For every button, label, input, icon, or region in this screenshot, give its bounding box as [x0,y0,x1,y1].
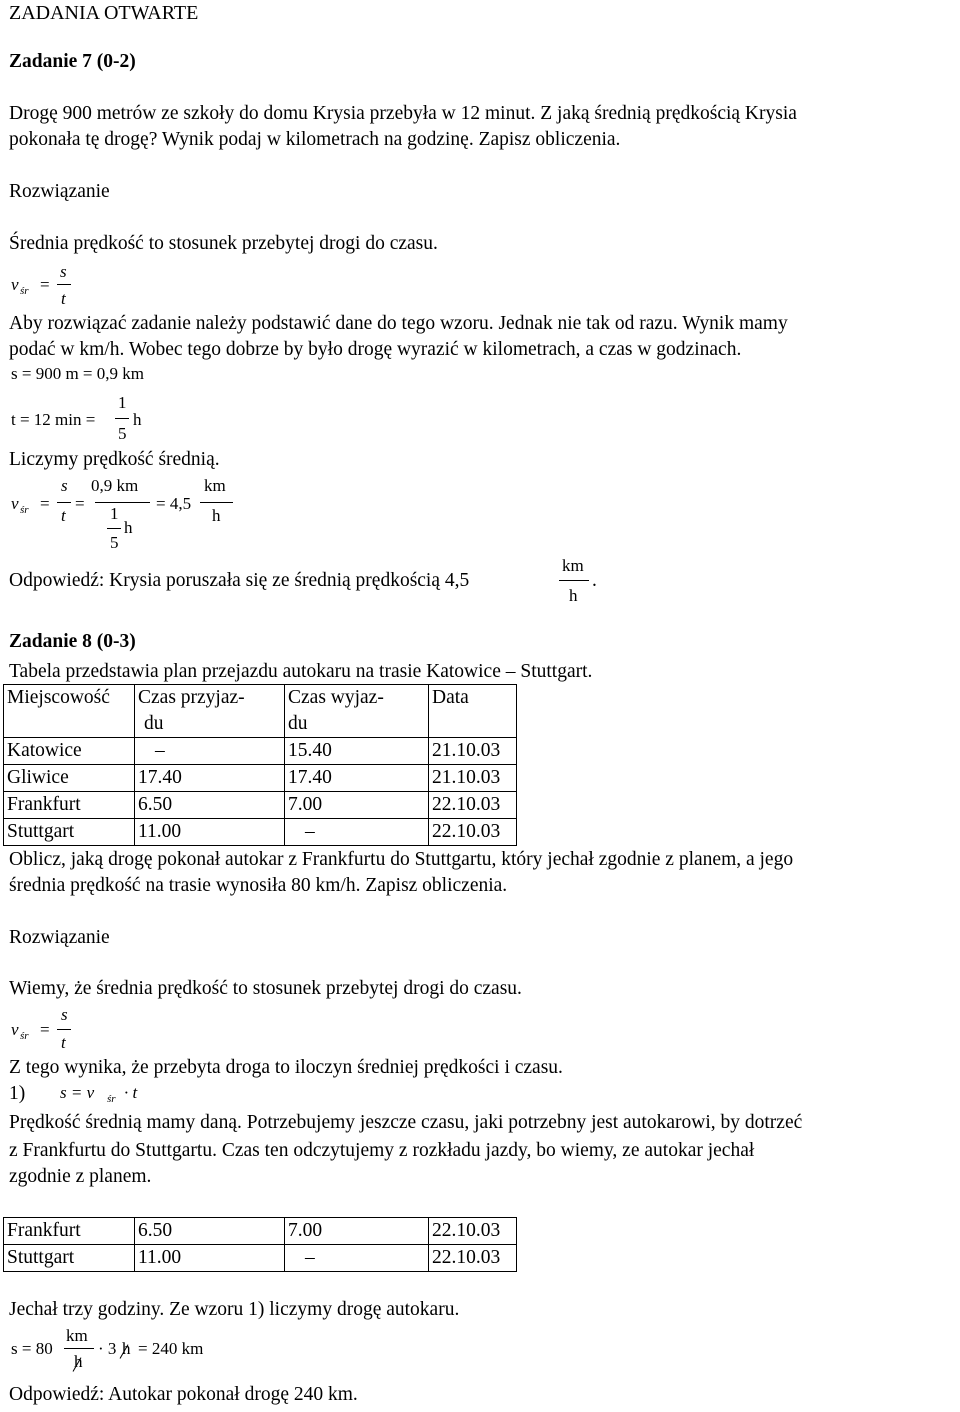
answer-unit-num: km [562,556,584,575]
table-cell: 21.10.03 [429,765,517,792]
table-cell: – [285,819,429,846]
table-row [4,1245,517,1272]
table-header-row [4,685,517,738]
fraction-bar [200,502,233,503]
task8-title: Zadanie 8 (0-3) [9,631,136,652]
task7-line-calc: Liczymy prędkość średnią. [9,449,220,470]
section-title: ZADANIA OTWARTE [9,2,199,24]
formula-v: v [11,494,19,513]
task7-line-sub2: podać w km/h. Wobec tego dobrze by było drogę wyrazić w kilometrach, a czas w godzinach. [9,339,742,360]
formula-eq2: = [75,494,85,513]
task8-solution-heading: Rozwiązanie [9,927,110,948]
table-row [4,765,517,792]
formula-sub: śr [20,504,29,516]
table-cell: 15.40 [285,738,429,765]
fraction-bar [57,502,71,503]
task8-line-know: Wiemy, że średnia prędkość to stosunek przebytej drogi do czasu. [9,978,522,999]
formula-eq3: = 4,5 [156,494,192,513]
task7-line-sub1: Aby rozwiązać zadanie należy podstawić dane do tego wzoru. Jednak nie tak od razu. Wynik mamy [9,313,788,334]
fraction-bar [57,284,71,285]
formula-unit-den: h [212,506,221,525]
formula-num: s [60,262,67,281]
table-cell: 22.10.03 [429,792,517,819]
table-row [4,1218,517,1245]
formula-num: 1 [118,393,127,412]
formula-mid: · 3 [98,1339,117,1358]
formula-den2-den: 5 [110,533,119,552]
task8-answer: Odpowiedź: Autokar pokonał drogę 240 km. [9,1384,358,1405]
fraction-bar [57,1029,71,1030]
schedule-table [3,684,517,846]
formula-unit-num: km [204,476,226,495]
schedule-excerpt-table [3,1217,517,1272]
task8-intro: Tabela przedstawia plan przejazdu autokaru na trasie Katowice – Stuttgart. [9,661,593,682]
task8-para2: z Frankfurtu do Stuttgartu. Czas ten odczytujemy z rozkładu jazdy, bo wiemy, ze autokar jechał [9,1140,755,1161]
table-cell: Frankfurt [4,1218,135,1245]
table-cell: 21.10.03 [429,738,517,765]
fraction-bar [95,502,150,503]
formula-eq: = [40,1020,50,1039]
table-cell: 22.10.03 [429,819,517,846]
table-cell: – [285,1245,429,1272]
table-cell: Stuttgart [4,819,135,846]
formula-eq1: = [40,494,50,513]
table-row [4,738,517,765]
formula-v: v [11,275,19,294]
table-cell: Stuttgart [4,1245,135,1272]
table-cell: 11.00 [135,1245,285,1272]
fraction-bar [115,418,129,419]
formula-left: t = 12 min = [11,410,96,429]
answer-text: Odpowiedź: Krysia poruszała się ze średnią prędkością 4,5 [9,570,470,591]
table-row [4,792,517,819]
table-cell: Frankfurt [4,792,135,819]
formula-sub: śr [20,1030,29,1042]
formula-num: km [66,1326,88,1345]
table-cell: Gliwice [4,765,135,792]
formula-num2: 0,9 km [91,476,139,495]
fraction-bar [107,528,121,529]
answer-unit-den: h [569,586,578,605]
table-cell: 22.10.03 [429,1218,517,1245]
task8-para1: Prędkość średnią mamy daną. Potrzebujemy jeszcze czasu, jaki potrzebny jest autokarowi, by dotrzeć [9,1112,803,1133]
formula-num1: s [61,476,68,495]
table-cell: 6.50 [135,792,285,819]
formula-h: h [122,1339,131,1358]
fraction-bar [64,1348,94,1349]
formula-sub: śr [107,1093,116,1105]
table-cell: 11.00 [135,819,285,846]
formula-rest: · t [124,1083,138,1102]
formula-den: 5 [118,424,127,443]
task7-text-line2: pokonała tę drogę? Wynik podaj w kilometrach na godzinę. Zapisz obliczenia. [9,129,621,150]
formula-den2-unit: h [124,518,133,537]
task7-title: Zadanie 7 (0-2) [9,51,136,72]
table-cell: 17.40 [285,765,429,792]
task8-para3: zgodnie z planem. [9,1166,152,1187]
header-arrival: Czas przyjaz- du [135,685,285,738]
task7-line-avg: Średnia prędkość to stosunek przebytej drogi do czasu. [9,233,438,254]
fraction-bar [559,580,589,581]
table-cell: 7.00 [285,792,429,819]
formula-den1: t [61,506,66,525]
task7-text-line1: Drogę 900 metrów ze szkoły do domu Krysia przebyła w 12 minut. Z jaką średnią prędkością Krysia [9,103,797,124]
table-cell: 6.50 [135,1218,285,1245]
table-cell: 22.10.03 [429,1245,517,1272]
formula-sub: śr [20,285,29,297]
task7-formula-distance: s = 900 m = 0,9 km [11,364,144,383]
table-row [4,819,517,846]
formula-label: 1) [9,1083,26,1104]
task8-question-line1: Oblicz, jaką drogę pokonał autokar z Frankfurtu do Stuttgartu, który jechał zgodnie z planem, a jego [9,849,794,870]
header-date: Data [429,685,517,738]
header-departure: Czas wyjaz- du [285,685,429,738]
table-cell: 7.00 [285,1218,429,1245]
formula-eq: = [40,275,50,294]
table-cell: Katowice [4,738,135,765]
task8-question-line2: średnia prędkość na trasie wynosiła 80 km/h. Zapisz obliczenia. [9,875,508,896]
formula-left: s = 80 [11,1339,53,1358]
header-place: Miejscowość [4,685,135,738]
formula-main: s = v [60,1083,95,1102]
table-cell: 17.40 [135,765,285,792]
formula-den: t [61,289,66,308]
formula-right: = 240 km [138,1339,204,1358]
table-cell: – [135,738,285,765]
formula-den2-num: 1 [110,504,119,523]
task8-line-product: Z tego wynika, że przebyta droga to iloczyn średniej prędkości i czasu. [9,1057,563,1078]
task8-line-drove: Jechał trzy godziny. Ze wzoru 1) liczymy drogę autokaru. [9,1299,460,1320]
answer-dot: . [592,570,597,591]
formula-den: t [61,1033,66,1052]
formula-v: v [11,1020,19,1039]
formula-num: s [61,1005,68,1024]
formula-den: h [74,1352,83,1371]
task7-solution-heading: Rozwiązanie [9,181,110,202]
formula-unit: h [133,410,142,429]
